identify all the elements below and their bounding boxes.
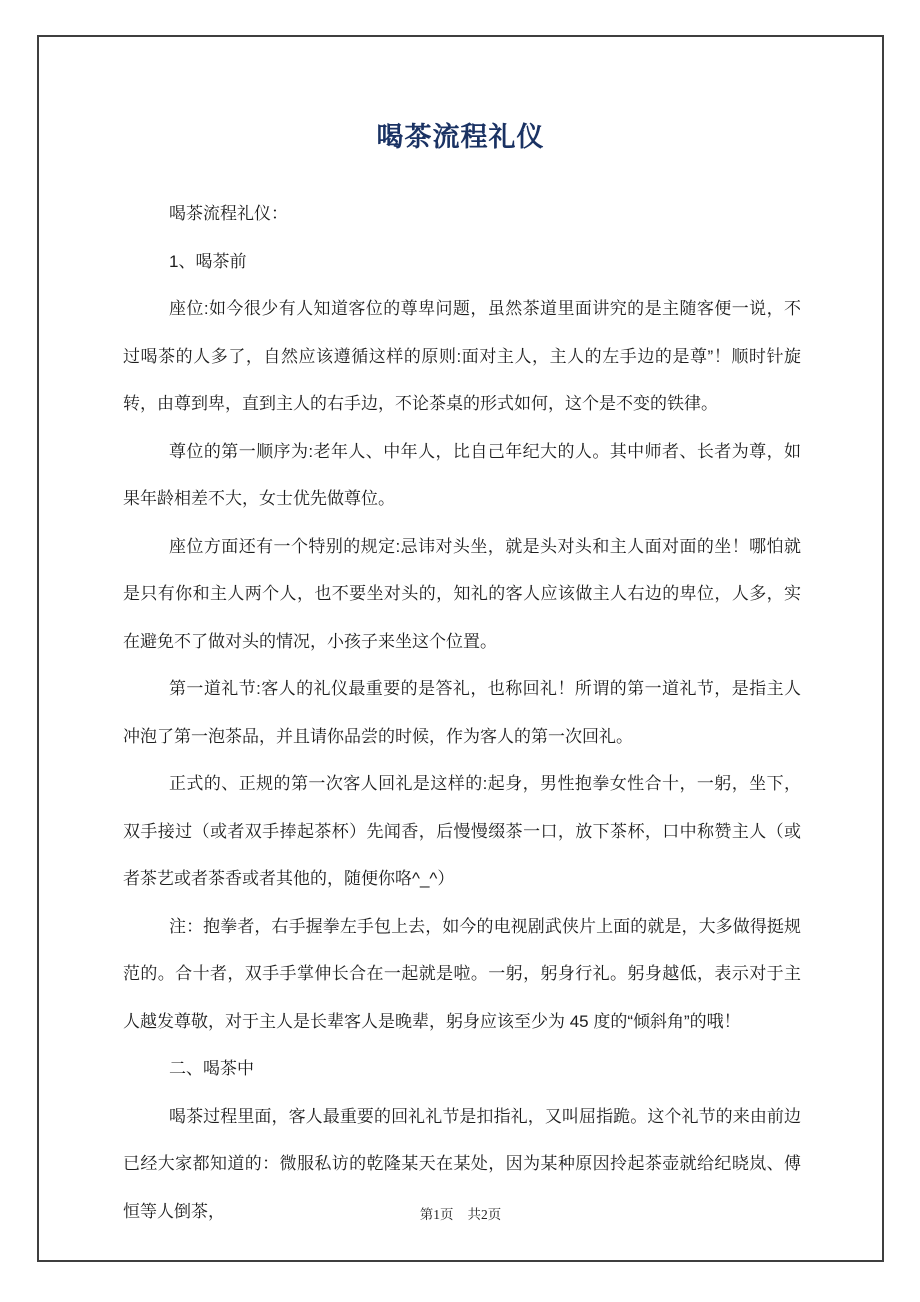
- paragraph-section-2-heading: 二、喝茶中: [169, 1059, 254, 1078]
- paragraph-note: 注：抱拳者，右手握拳左手包上去，如今的电视剧武侠片上面的就是，大多做得挺规范的。合十者，双手手掌伸长合在一起就是啦。一躬，躬身行礼。躬身越低，表示对于主人越发尊敬，对于主人是长辈客人是晚辈，躬身应该至少为 45 度的“倾斜角”的哦！: [123, 916, 801, 1031]
- paragraph-formal-reply: 正式的、正规的第一次客人回礼是这样的:起身，男性抱拳女性合十，一躬，坐下，双手接过（或者双手捧起茶杯）先闻香，后慢慢缀茶一口，放下茶杯，口中称赞主人（或者茶艺或者茶香或者其他的，随便你咯^_^）: [123, 774, 801, 888]
- page-total: 共2页: [467, 1207, 502, 1222]
- paragraph-seniority-order: 尊位的第一顺序为:老年人、中年人，比自己年纪大的人。其中师者、长者为尊，如果年龄相差不大，女士优先做尊位。: [123, 441, 801, 508]
- document-page: [37, 35, 884, 1262]
- paragraph-section-1-heading: 1、喝茶前: [169, 251, 247, 271]
- paragraph-seating: 座位:如今很少有人知道客位的尊卑问题，虽然茶道里面讲究的是主随客便一说，不过喝茶的人多了，自然应该遵循这样的原则:面对主人，主人的左手边的是尊”！顺时针旋转，由尊到卑，直到主人的右手边，不论茶桌的形式如何，这个是不变的铁律。: [123, 299, 801, 413]
- document-body: [123, 190, 801, 1235]
- paragraph-finger-tap: 喝茶过程里面，客人最重要的回礼礼节是扣指礼，又叫屈指跪。这个礼节的来由前边已经大家都知道的：微服私访的乾隆某天在某处，因为某种原因拎起茶壶就给纪晓岚、傅恒等人倒茶，: [123, 1106, 801, 1221]
- paragraph-first-etiquette: 第一道礼节:客人的礼仪最重要的是答礼，也称回礼！所谓的第一道礼节，是指主人冲泡了第一泡茶品，并且请你品尝的时候，作为客人的第一次回礼。: [123, 679, 801, 746]
- paragraph-seating-rule: 座位方面还有一个特别的规定:忌讳对头坐，就是头对头和主人面对面的坐！哪怕就是只有你和主人两个人，也不要坐对头的，知礼的客人应该做主人右边的卑位，人多，实在避免不了做对头的情况，小孩子来坐这个位置。: [123, 536, 801, 651]
- paragraph-intro: 喝茶流程礼仪：: [169, 204, 288, 223]
- document-title: 喝茶流程礼仪: [376, 122, 545, 152]
- page-number: 第1页: [419, 1207, 454, 1222]
- page-footer: [39, 1203, 882, 1223]
